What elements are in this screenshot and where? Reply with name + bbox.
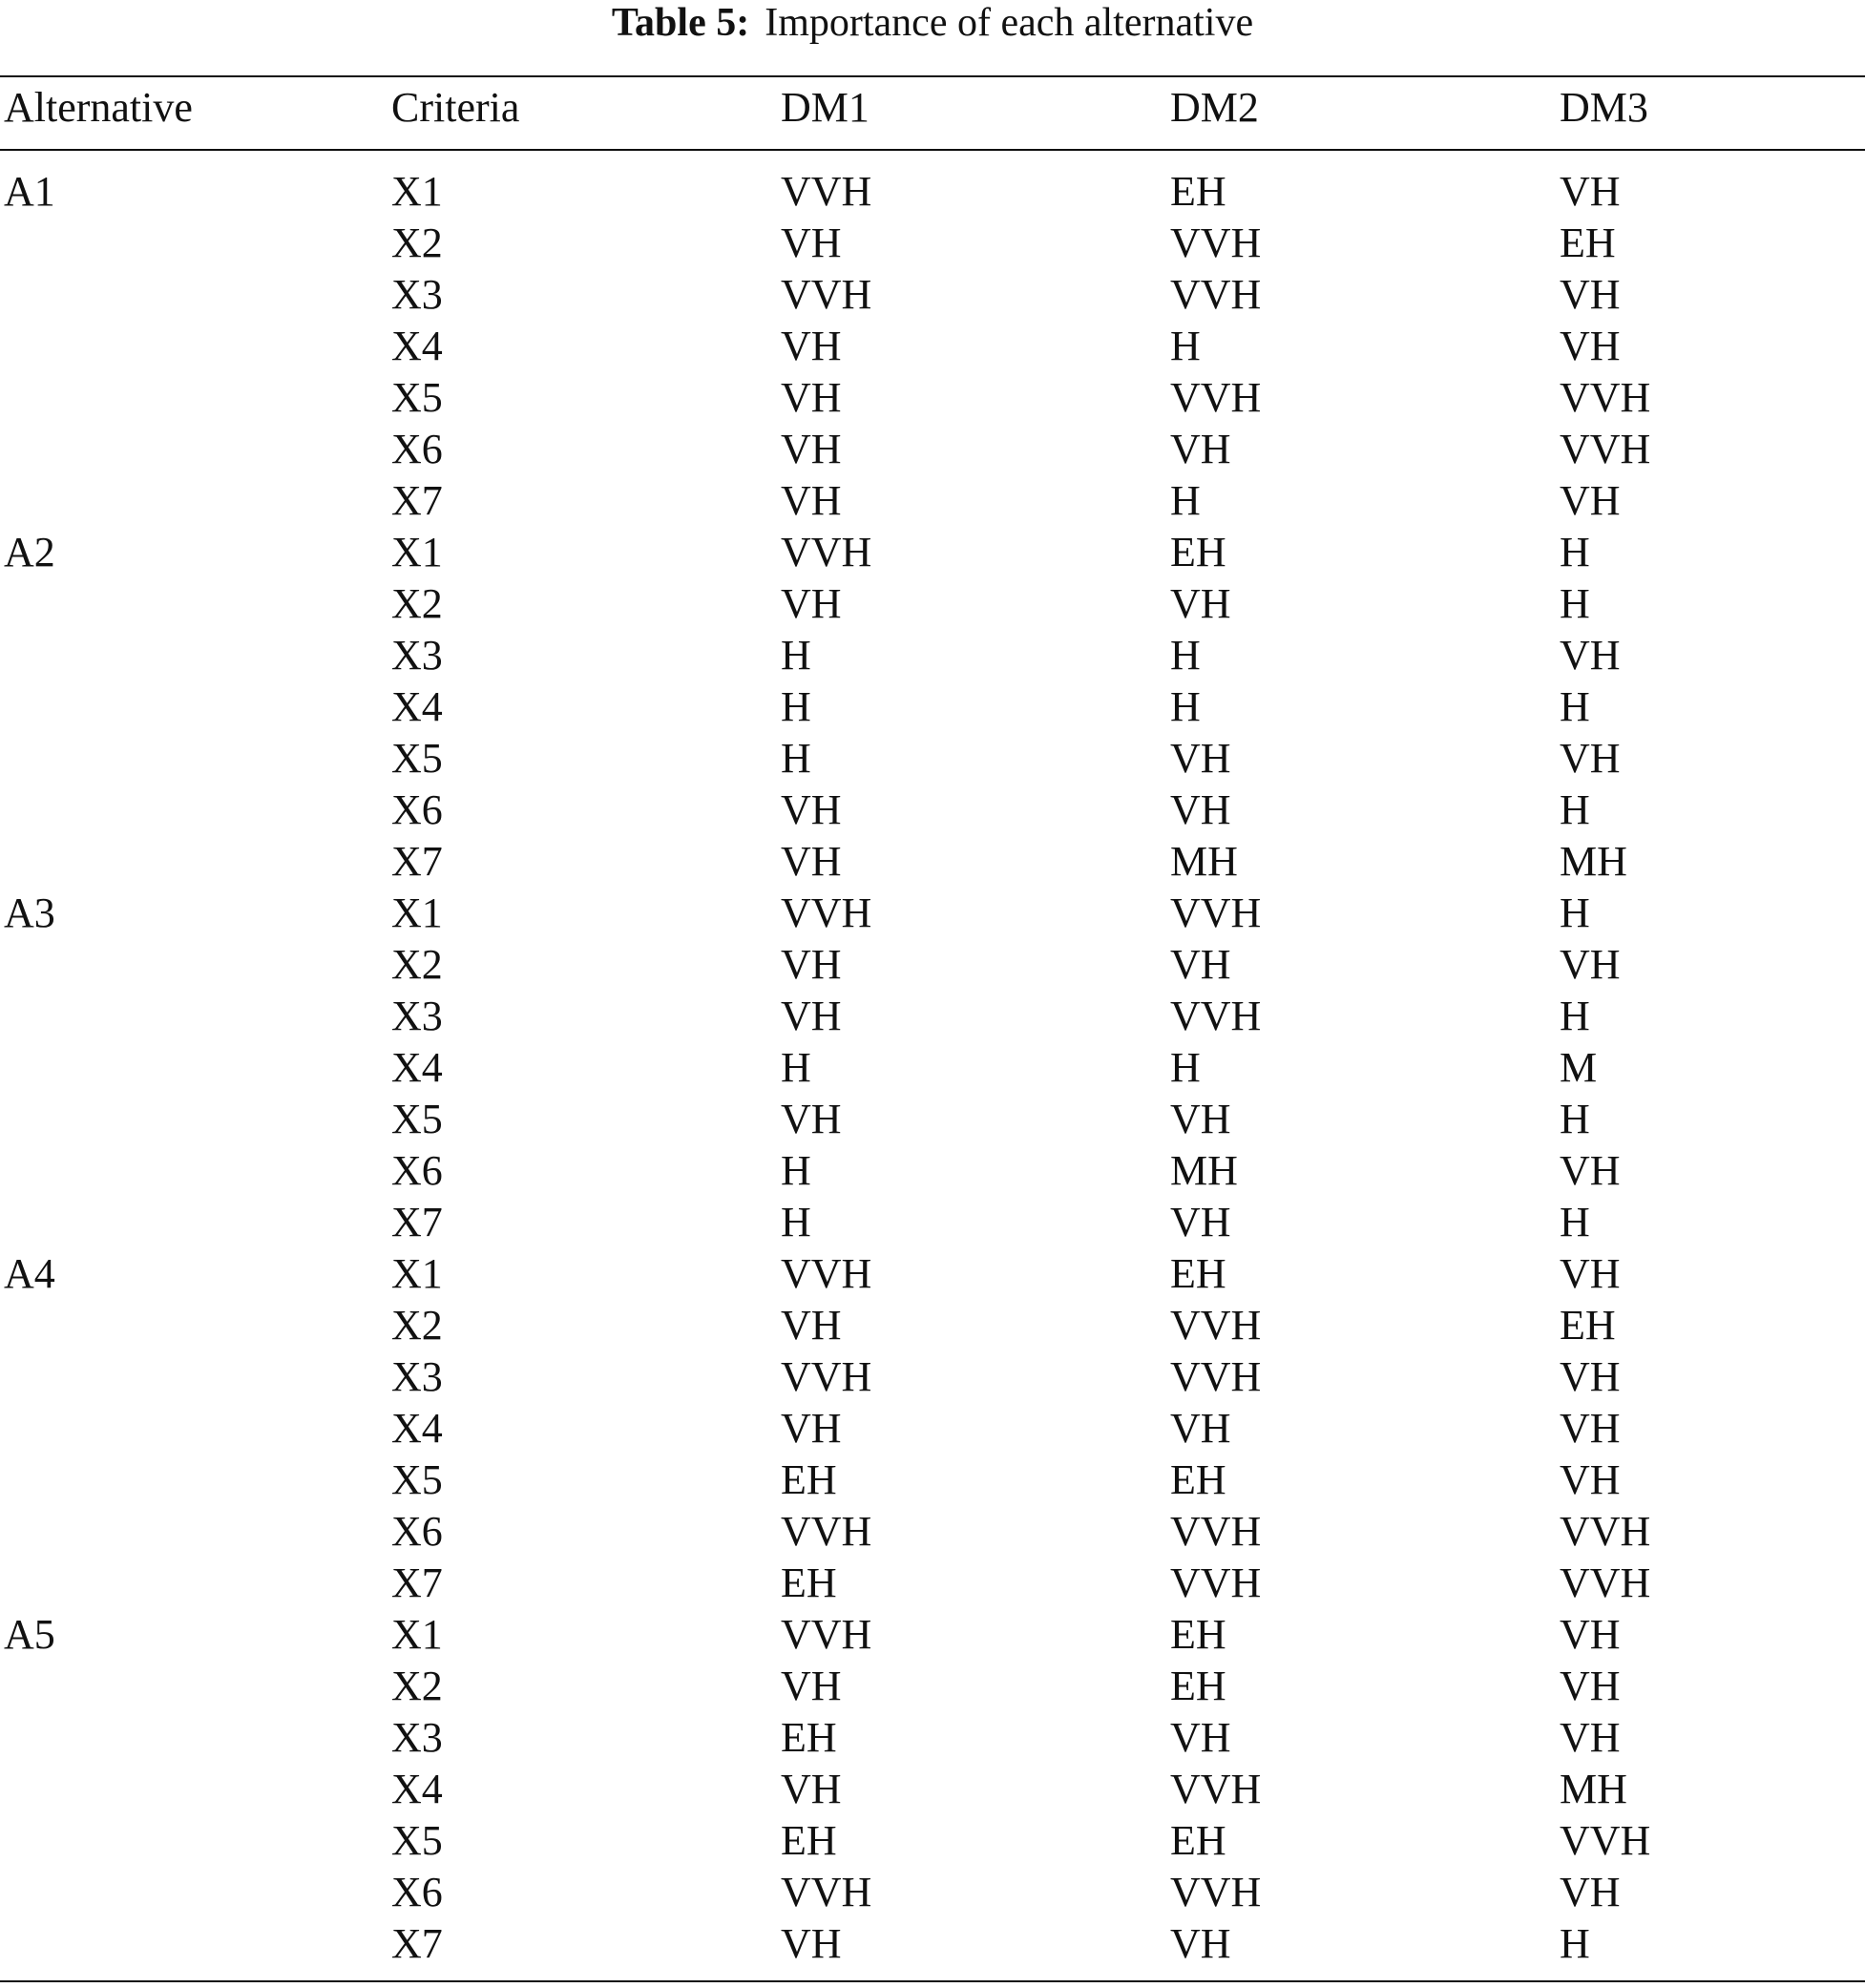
cell-dm1: EH	[781, 1714, 837, 1761]
cell-alternative: A4	[4, 1250, 55, 1297]
cell-dm2: VVH	[1170, 1766, 1262, 1812]
table-row	[0, 939, 1865, 991]
cell-criteria: X3	[391, 271, 443, 318]
cell-dm3: VH	[1560, 1714, 1621, 1761]
cell-dm3: H	[1560, 1920, 1590, 1967]
cell-criteria: X7	[391, 477, 443, 524]
table-row	[0, 1351, 1865, 1403]
table-row	[0, 1454, 1865, 1506]
cell-criteria: X4	[391, 1044, 443, 1091]
cell-criteria: X2	[391, 1663, 443, 1709]
cell-dm3: VH	[1560, 1353, 1621, 1400]
table-row	[0, 269, 1865, 321]
cell-dm1: VVH	[781, 1869, 872, 1915]
cell-criteria: X5	[391, 1817, 443, 1864]
header-criteria: Criteria	[391, 84, 520, 131]
cell-alternative: A5	[4, 1611, 55, 1658]
table-caption-label: Table 5:	[611, 1, 750, 45]
header-alternative: Alternative	[4, 84, 193, 131]
cell-dm1: VH	[781, 426, 842, 472]
cell-dm1: VVH	[781, 889, 872, 936]
cell-dm1: EH	[781, 1559, 837, 1606]
cell-dm1: VH	[781, 1766, 842, 1812]
cell-criteria: X1	[391, 529, 443, 575]
table-row	[0, 888, 1865, 939]
cell-dm1: VH	[781, 374, 842, 421]
cell-dm2: EH	[1170, 168, 1226, 215]
table-row	[0, 218, 1865, 269]
table-row	[0, 1609, 1865, 1661]
cell-dm2: VH	[1170, 786, 1231, 833]
header-dm3: DM3	[1560, 84, 1648, 131]
cell-dm3: H	[1560, 786, 1590, 833]
cell-criteria: X1	[391, 1250, 443, 1297]
cell-dm2: H	[1170, 632, 1201, 679]
cell-dm1: VVH	[781, 1611, 872, 1658]
cell-criteria: X7	[391, 1559, 443, 1606]
cell-criteria: X4	[391, 683, 443, 730]
cell-criteria: X1	[391, 1611, 443, 1658]
cell-dm2: VH	[1170, 1714, 1231, 1761]
cell-dm3: H	[1560, 993, 1590, 1039]
table-row	[0, 1300, 1865, 1351]
cell-dm2: VVH	[1170, 271, 1262, 318]
cell-dm3: H	[1560, 580, 1590, 627]
cell-dm3: H	[1560, 683, 1590, 730]
cell-alternative: A2	[4, 529, 55, 575]
cell-criteria: X6	[391, 786, 443, 833]
cell-dm2: VH	[1170, 426, 1231, 472]
table-row	[0, 1867, 1865, 1918]
cell-dm2: VH	[1170, 1199, 1231, 1245]
header-dm1: DM1	[781, 84, 870, 131]
cell-dm3: M	[1560, 1044, 1598, 1091]
table-bottom-rule	[0, 1980, 1865, 1982]
cell-dm2: MH	[1170, 838, 1238, 885]
cell-dm3: VH	[1560, 1456, 1621, 1503]
table-row	[0, 991, 1865, 1042]
cell-dm2: VVH	[1170, 1302, 1262, 1349]
cell-dm3: VH	[1560, 1405, 1621, 1452]
cell-dm1: EH	[781, 1456, 837, 1503]
cell-dm3: VH	[1560, 1663, 1621, 1709]
cell-dm1: VH	[781, 1920, 842, 1967]
cell-dm2: VH	[1170, 1096, 1231, 1142]
cell-criteria: X5	[391, 1096, 443, 1142]
table-row	[0, 1712, 1865, 1764]
cell-dm2: EH	[1170, 1250, 1226, 1297]
cell-criteria: X3	[391, 1714, 443, 1761]
table-row	[0, 1506, 1865, 1558]
table-row	[0, 630, 1865, 681]
cell-dm2: VH	[1170, 1405, 1231, 1452]
cell-dm2: VVH	[1170, 993, 1262, 1039]
table-row	[0, 1764, 1865, 1815]
cell-dm2: VVH	[1170, 889, 1262, 936]
cell-dm3: H	[1560, 529, 1590, 575]
cell-dm2: VVH	[1170, 374, 1262, 421]
cell-dm3: VVH	[1560, 1559, 1651, 1606]
cell-dm3: VH	[1560, 632, 1621, 679]
cell-criteria: X2	[391, 941, 443, 988]
cell-dm3: H	[1560, 1199, 1590, 1245]
cell-criteria: X2	[391, 580, 443, 627]
cell-dm2: VH	[1170, 1920, 1231, 1967]
cell-dm2: VH	[1170, 735, 1231, 782]
cell-dm3: VH	[1560, 323, 1621, 369]
cell-dm3: VH	[1560, 477, 1621, 524]
table-row	[0, 475, 1865, 527]
cell-dm1: VVH	[781, 1508, 872, 1555]
cell-dm2: EH	[1170, 1611, 1226, 1658]
table-top-rule	[0, 75, 1865, 77]
cell-dm3: EH	[1560, 220, 1616, 266]
table-row	[0, 424, 1865, 475]
cell-criteria: X6	[391, 1508, 443, 1555]
table-row	[0, 372, 1865, 424]
header-dm2: DM2	[1170, 84, 1259, 131]
cell-dm3: VH	[1560, 735, 1621, 782]
table-row	[0, 578, 1865, 630]
cell-dm3: VH	[1560, 168, 1621, 215]
cell-dm3: VVH	[1560, 1508, 1651, 1555]
table-row	[0, 733, 1865, 785]
cell-criteria: X7	[391, 1199, 443, 1245]
cell-criteria: X7	[391, 838, 443, 885]
cell-alternative: A1	[4, 168, 55, 215]
cell-criteria: X4	[391, 323, 443, 369]
cell-dm2: VH	[1170, 580, 1231, 627]
cell-dm1: VVH	[781, 271, 872, 318]
cell-dm3: VH	[1560, 1869, 1621, 1915]
cell-criteria: X7	[391, 1920, 443, 1967]
cell-dm3: EH	[1560, 1302, 1616, 1349]
cell-dm3: VH	[1560, 1147, 1621, 1194]
cell-criteria: X1	[391, 168, 443, 215]
cell-criteria: X6	[391, 426, 443, 472]
cell-criteria: X4	[391, 1766, 443, 1812]
cell-dm1: VH	[781, 993, 842, 1039]
cell-dm1: VH	[781, 1096, 842, 1142]
cell-dm1: H	[781, 1147, 811, 1194]
cell-dm1: H	[781, 1199, 811, 1245]
cell-criteria: X5	[391, 735, 443, 782]
cell-dm1: VH	[781, 838, 842, 885]
cell-dm1: VH	[781, 477, 842, 524]
cell-dm3: VH	[1560, 941, 1621, 988]
table-row	[0, 1918, 1865, 1970]
cell-dm1: VVH	[781, 1250, 872, 1297]
cell-dm1: H	[781, 1044, 811, 1091]
cell-dm2: VH	[1170, 941, 1231, 988]
table-row	[0, 1094, 1865, 1145]
table-row	[0, 1145, 1865, 1197]
cell-dm3: VVH	[1560, 1817, 1651, 1864]
table-row	[0, 836, 1865, 888]
cell-dm1: VVH	[781, 1353, 872, 1400]
cell-criteria: X6	[391, 1147, 443, 1194]
table-row	[0, 681, 1865, 733]
cell-criteria: X5	[391, 374, 443, 421]
cell-dm2: EH	[1170, 1817, 1226, 1864]
table-row	[0, 166, 1865, 218]
cell-dm3: VH	[1560, 1250, 1621, 1297]
cell-dm2: VVH	[1170, 1559, 1262, 1606]
table-row	[0, 785, 1865, 836]
cell-dm2: EH	[1170, 1456, 1226, 1503]
cell-criteria: X3	[391, 993, 443, 1039]
cell-dm2: MH	[1170, 1147, 1238, 1194]
cell-dm1: VH	[781, 1663, 842, 1709]
cell-dm1: VH	[781, 1405, 842, 1452]
cell-dm3: VVH	[1560, 374, 1651, 421]
cell-criteria: X4	[391, 1405, 443, 1452]
cell-alternative: A3	[4, 889, 55, 936]
table-caption	[0, 0, 1865, 46]
cell-dm1: VH	[781, 1302, 842, 1349]
table-row	[0, 1042, 1865, 1094]
cell-dm2: EH	[1170, 529, 1226, 575]
cell-dm1: H	[781, 632, 811, 679]
table-body	[0, 166, 1865, 1970]
table-row	[0, 1558, 1865, 1609]
cell-dm3: VH	[1560, 271, 1621, 318]
cell-dm3: H	[1560, 889, 1590, 936]
table-row	[0, 1248, 1865, 1300]
cell-dm1: EH	[781, 1817, 837, 1864]
cell-dm2: VVH	[1170, 1869, 1262, 1915]
cell-dm3: MH	[1560, 1766, 1627, 1812]
cell-dm3: VH	[1560, 1611, 1621, 1658]
table-row	[0, 1815, 1865, 1867]
cell-dm1: VH	[781, 323, 842, 369]
cell-criteria: X5	[391, 1456, 443, 1503]
cell-criteria: X1	[391, 889, 443, 936]
cell-criteria: X3	[391, 1353, 443, 1400]
cell-criteria: X2	[391, 1302, 443, 1349]
cell-dm2: VVH	[1170, 1508, 1262, 1555]
cell-criteria: X6	[391, 1869, 443, 1915]
table-row	[0, 1197, 1865, 1248]
table-row	[0, 1403, 1865, 1454]
cell-dm1: VH	[781, 941, 842, 988]
table-header-rule	[0, 149, 1865, 151]
cell-criteria: X2	[391, 220, 443, 266]
cell-dm1: VH	[781, 786, 842, 833]
cell-dm2: VVH	[1170, 220, 1262, 266]
table-header-row	[0, 82, 1865, 139]
table-row	[0, 1661, 1865, 1712]
cell-dm1: VVH	[781, 529, 872, 575]
cell-criteria: X3	[391, 632, 443, 679]
cell-dm1: VH	[781, 220, 842, 266]
cell-dm2: H	[1170, 683, 1201, 730]
cell-dm2: EH	[1170, 1663, 1226, 1709]
cell-dm3: VVH	[1560, 426, 1651, 472]
cell-dm1: VVH	[781, 168, 872, 215]
cell-dm2: H	[1170, 1044, 1201, 1091]
cell-dm1: H	[781, 683, 811, 730]
table-row	[0, 527, 1865, 578]
cell-dm2: H	[1170, 477, 1201, 524]
cell-dm3: H	[1560, 1096, 1590, 1142]
cell-dm2: H	[1170, 323, 1201, 369]
table-caption-text: Importance of each alternative	[765, 1, 1254, 45]
cell-dm1: VH	[781, 580, 842, 627]
cell-dm2: VVH	[1170, 1353, 1262, 1400]
table-row	[0, 321, 1865, 372]
cell-dm1: H	[781, 735, 811, 782]
cell-dm3: MH	[1560, 838, 1627, 885]
